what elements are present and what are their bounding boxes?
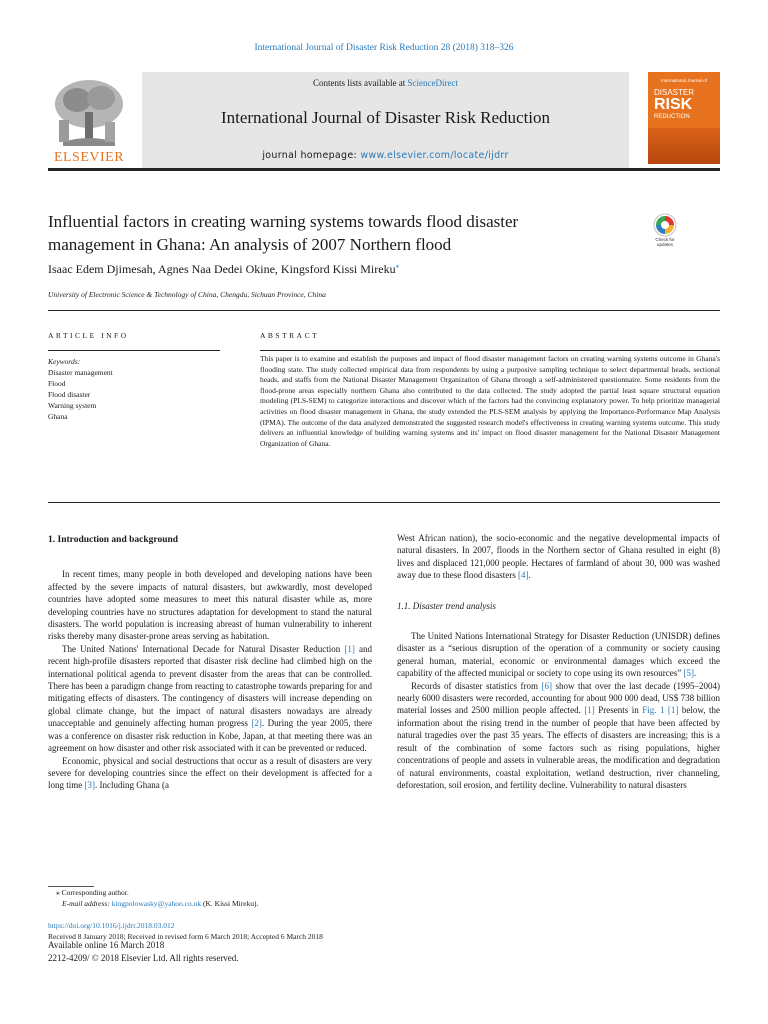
abstract-text: This paper is to examine and establish the purposes and impact of flood disaster management factors on creating warning systems outcome in Ghana's flooding state. The study collected empirical data from respondents by using a purposive sampling technique to select departmental heads, sectional heads, and staffs from the National Disaster Management Organization of Ghana through a self-administered questionnaire. Some residents from the flood-prone areas especially northern Ghana also contributed to the data collected. The study adopted the partial least square structural equation modeling (PLS-SEM) to categorize interactions and discover which of the factors had the convincing explanatory power. To help prioritize managerial activities on flood disaster management in Ghana, the study extended the PLS-SEM analysis by applying the Importance-Performance Map Analysis (IPMA). The outcome of the data analyzed demonstrated the suggested research model's effectiveness in creating warning systems outcome. This study delivers an influential knowledge of building warning systems and its' impact on flood disaster management for the National Disaster Management Organization of Ghana. [260,354,720,448]
elsevier-logo [49,74,129,166]
body-paragraph [397,532,720,582]
keyword-item: Ghana [48,412,68,421]
keywords-block [48,356,113,422]
email-link[interactable]: kingpolowasky@yahoo.co.uk [111,899,202,908]
body-paragraph: In recent times, many people in both developed and developing nations have been affected by the severe impacts of natural disasters, but awkwardly, most developed countries have adopted some measures to meet this natural disaster while as, more developing countries have no structures adaptation for development to stand the natural disasters. The world population is increasing abreast of human vulnerability to inherent risks thereby many disaster-prone areas serving as habitation. [48,569,372,642]
contents-line [142,78,629,88]
doi-link[interactable]: https://doi.org/10.1016/j.ijdrr.2018.03.012 [48,921,175,930]
text-run: . Including Ghana (a [95,780,169,791]
affiliation: University of Electronic Science & Technology of China, Chengdu, Sichuan Province, China [48,290,326,299]
email-note [62,899,258,910]
journal-cover [648,72,720,164]
section-heading-introduction: 1. Introduction and background [48,535,179,545]
text-run: West African nation), the socio-economic and the negative developmental impacts of natural disasters. In 2007, floods in the Northern sector of Ghana resulted in eight (8) lives and displaced 121,000 people. Hectares of farmland of about 30, 000 was washed away due to these flood disasters [397,533,720,581]
text-run: The United Nations' International Decade for Natural Disaster Reduction [62,643,345,654]
text-run: below, the information about the rising trend in the number of people that have been affected by natural tragedies over the past 35 years. The effects of disasters are increasing; this is a result of the combination of some factors such as rising populations, higher concentrations of people and assets in vulnerable areas, the modification and degradation of natural environments, coastal exploitation, wetland destruction, river channeling, deforestation, soil erosion, and fertility decline. Vulnerability to natural disasters [397,705,721,790]
sciencedirect-link[interactable]: ScienceDirect [407,78,458,88]
text-run: Presents in [594,705,643,716]
reference-link[interactable]: [1] [667,705,679,716]
corresponding-author-mark[interactable]: ⁎ [395,262,400,270]
reference-link[interactable]: [2] [251,718,262,729]
author-names: Isaac Edem Djimesah, Agnes Naa Dedei Okine, Kingsford Kissi Mireku [48,262,396,276]
body-paragraph [48,755,372,792]
reference-link[interactable]: [1] [584,705,595,716]
article-title: Influential factors in creating warning systems towards flood disaster management in Ghana: An analysis of 2007 Northern flood [48,212,519,254]
abstract-heading: ABSTRACT [260,331,320,340]
check-updates-label: Check for updates [655,237,675,247]
cover-word-disaster: DISASTER [654,88,695,97]
elsevier-wordmark: ELSEVIER [53,150,125,165]
keyword-item: Flood disaster [48,390,91,399]
divider-bottom [48,502,720,503]
keyword-item: Flood [48,379,66,388]
author-list [48,262,399,277]
text-run: . [694,668,697,679]
cover-image [648,128,720,164]
keywords-label: Keywords: [48,357,81,366]
homepage-link[interactable]: www.elsevier.com/locate/ijdrr [360,150,509,161]
article-info-rule [48,350,220,351]
masthead-rule [48,168,720,171]
text-run: and recent high-profile disasters reported that disaster risk decline had climbed high on the international political agenda to prevent disaster from the areas that can be controlled. There has been a paradigm change from reacting to catastrophe towards preparing for and mitigating effects of disasters. The contingency of disasters will increase depending on global climate change, but the impact of natural disasters nowadays are already unacceptable and genuinely affecting human progress [48,643,373,729]
text-run: show that over the last decade (1995–2004) nearly 6000 disasters were recorded, accounting for about 900 000 dead, US$ 738 billion material losses and 2500 million people affected. [397,680,720,716]
email-label: E-mail address: [62,899,112,908]
corresponding-author-note: ⁎ Corresponding author. [56,888,129,897]
cover-word-reduction: REDUCTION [654,114,690,120]
journal-homepage [142,150,629,161]
body-column-left [48,534,372,792]
copyright: 2212-4209/ © 2018 Elsevier Ltd. All rights reserved. [48,953,239,963]
keyword-item: Warning system [48,401,97,410]
text-run: Economic, physical and social destructions that occur as a result of disasters are very severe for developing countries since the effect on their development is affected for a long time [48,755,372,791]
reference-link[interactable]: [5] [683,668,694,679]
article-info-heading: ARTICLE INFO [48,331,129,340]
body-column-right [397,532,720,791]
subsection-heading: 1.1. Disaster trend analysis [397,600,496,611]
journal-title: International Journal of Disaster Risk Reduction [220,108,551,127]
figure-link[interactable]: Fig. 1 [642,705,665,716]
body-paragraph [397,630,720,680]
check-updates-icon [648,212,682,238]
reference-link[interactable]: [1] [344,643,355,654]
abstract-rule [260,350,720,351]
keyword-item: Disaster management [48,368,113,377]
divider-top [48,310,720,311]
email-suffix: (K. Kissi Mireku). [201,899,259,908]
homepage-label: journal homepage: [262,150,361,161]
reference-link[interactable]: [6] [541,680,552,691]
reference-link[interactable]: [4] [517,570,529,581]
body-paragraph [397,680,720,792]
received-dates: Received 8 January 2018; Received in revised form 6 March 2018; Accepted 6 March 2018 [48,932,323,941]
text-run: . [528,570,531,581]
check-for-updates-badge[interactable] [648,212,682,250]
reference-link[interactable]: [3] [84,780,95,791]
contents-prefix: Contents lists available at [313,78,408,88]
cover-word-risk: RISK [654,96,693,113]
text-run: Records of disaster statistics from [411,680,542,691]
journal-citation-link[interactable]: International Journal of Disaster Risk Reduction 28 (2018) 318–326 [254,43,514,53]
available-online: Available online 16 March 2018 [48,940,165,950]
footnote-rule [48,886,94,887]
text-run: . During the year 2005, there was a conference on disaster risk reduction in Kobe, Japan, at that meeting there was an agreement on how disaster and other risk associated with it can be prevented or reduced. [48,718,372,754]
cover-subtitle: International Journal of [661,78,707,83]
text-run: The United Nations International Strategy for Disaster Reduction (UNISDR) defines disaster as a “serious disruption of the operation of a community or society causing general human, material, economic or environmental damages which exceed the capability of the affected municipal or society to cope using its own resources” [397,631,720,679]
body-paragraph [48,643,372,755]
